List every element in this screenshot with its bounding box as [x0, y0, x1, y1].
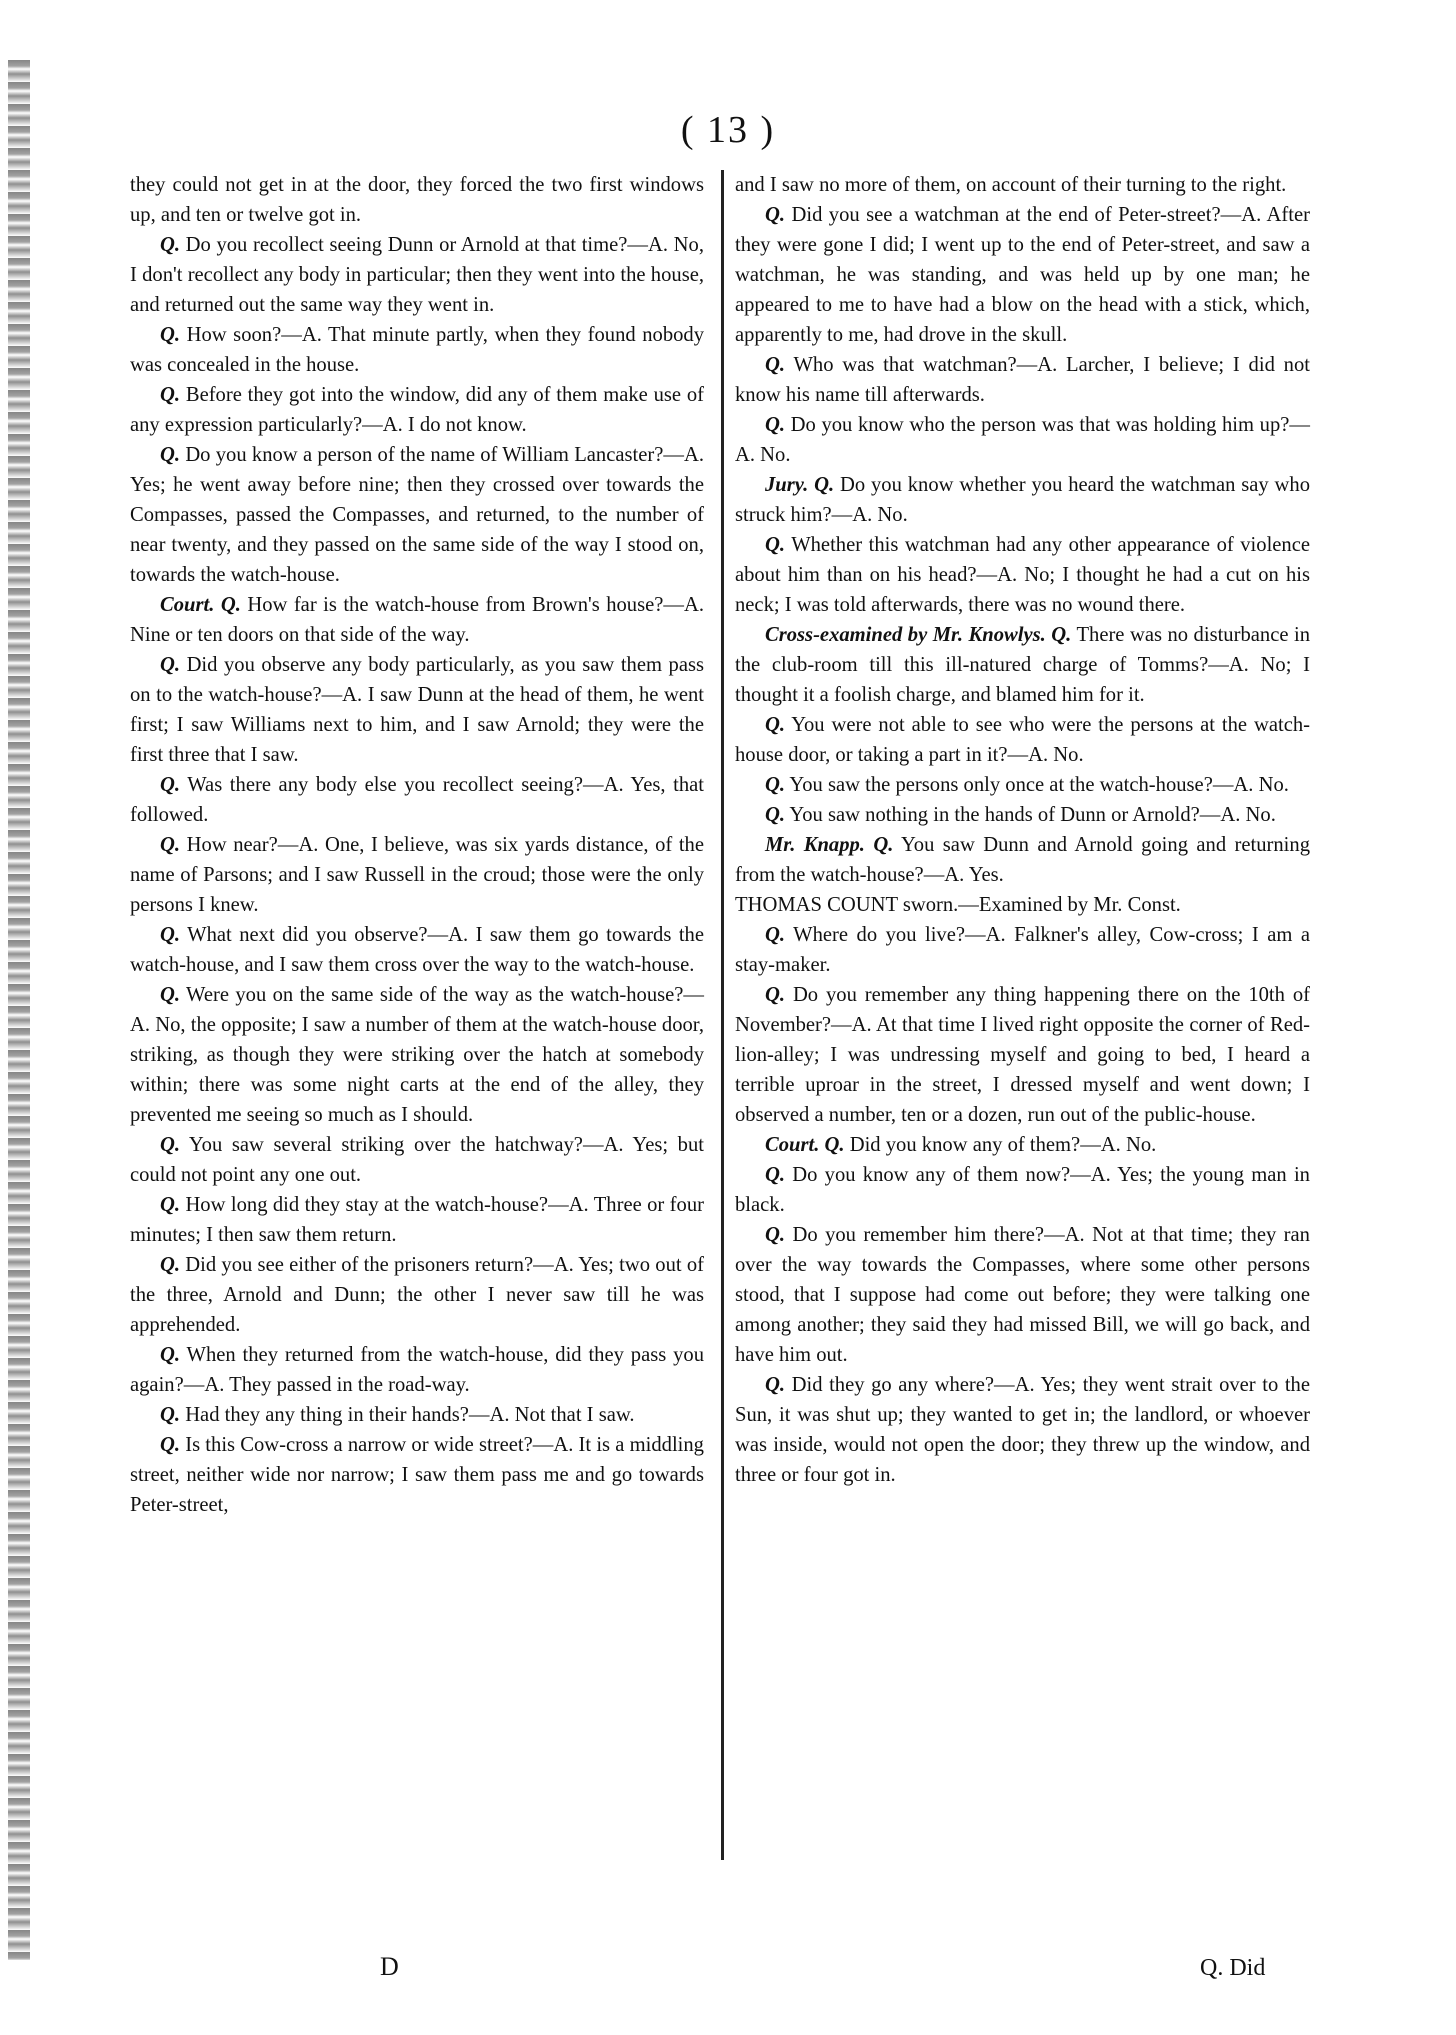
- speaker-label: Q.: [160, 774, 181, 796]
- page-number: ( 13 ): [680, 109, 776, 151]
- paragraph-text: How far is the watch-house from Brown's house?—A. Nine or ten doors on that side of the way.: [130, 594, 705, 646]
- speaker-label: Q.: [160, 924, 181, 946]
- paragraph: [735, 980, 1310, 1130]
- speaker-label: Q.: [765, 1224, 786, 1246]
- paragraph: [130, 920, 704, 980]
- paragraph-text: Was there any body else you recollect seeing?—A. Yes, that followed.: [130, 774, 705, 826]
- paragraph: [735, 350, 1310, 410]
- speaker-label: Q.: [765, 414, 786, 436]
- paragraph-text: You saw several striking over the hatchway?—A. Yes; but could not point any one out.: [130, 1134, 704, 1186]
- speaker-label: Q.: [765, 534, 786, 556]
- paragraph-text: Do you recollect seeing Dunn or Arnold at that time?—A. No, I don't recollect any body in particular; then they went into the house, and returned out the same way they went in.: [130, 234, 704, 316]
- speaker-label: Q.: [160, 384, 181, 406]
- paragraph-text: Do you know a person of the name of William Lancaster?—A. Yes; he went away before nine; then they crossed over towards the Compasses, passed the Compasses, and returned, to the number of near twenty, and they passed on the same side of the way I stood on, towards the watch-house.: [130, 444, 704, 586]
- speaker-label: Q.: [765, 1374, 786, 1396]
- paragraph-text: How long did they stay at the watch-house?—A. Three or four minutes; I then saw them return.: [130, 1194, 704, 1246]
- paragraph: [735, 920, 1310, 980]
- paragraph-text: How soon?—A. That minute partly, when they found nobody was concealed in the house.: [130, 324, 705, 376]
- paragraph-text: Do you know who the person was that was holding him up?—A. No.: [735, 414, 1310, 466]
- paragraph: [130, 1340, 704, 1400]
- speaker-label: Jury. Q.: [765, 474, 835, 496]
- paragraph-text: Were you on the same side of the way as the watch-house?—A. No, the opposite; I saw a number of them at the watch-house door, striking, as though they were striking over the hatch at somebody within; there was some night carts at the end of the alley, they prevented me seeing so much as I should.: [130, 984, 705, 1126]
- binding-edge: [8, 60, 30, 1960]
- paragraph-text: Did you see a watchman at the end of Peter-street?—A. After they were gone I did; I went up to the end of Peter-street, and saw a watchman, he was standing, and was held up by one man; he appeared to me to have had a blow on the head with a stick, which, apparently to me, had drove in the skull.: [735, 204, 1310, 346]
- paragraph: [735, 830, 1310, 890]
- paragraph-text: Where do you live?—A. Falkner's alley, Cow-cross; I am a stay-maker.: [735, 924, 1310, 976]
- speaker-label: Q.: [160, 444, 181, 466]
- paragraph-text: You saw the persons only once at the watch-house?—A. No.: [789, 774, 1289, 796]
- paragraph-text: Whether this watchman had any other appearance of violence about him than on his head?—A. No; I thought he had a cut on his neck; I was told afterwards, there was no wound there.: [735, 534, 1311, 616]
- paragraph-text: You were not able to see who were the persons at the watch-house door, or taking a part in it?—A. No.: [735, 714, 1311, 766]
- paragraph: [130, 1250, 704, 1340]
- paragraph: [130, 320, 704, 380]
- paragraph: [130, 770, 704, 830]
- paragraph-text: What next did you observe?—A. I saw them go towards the watch-house, and I saw them cross over the way to the watch-house.: [130, 924, 704, 976]
- speaker-label: Q.: [160, 1254, 181, 1276]
- paragraph-text: There was no disturbance in the club-room till this ill-natured charge of Tomms?—A. No; I thought it a foolish charge, and blamed him for it.: [735, 624, 1310, 706]
- speaker-label: Q.: [160, 834, 181, 856]
- paragraph: [735, 620, 1310, 710]
- speaker-label: Q.: [765, 804, 786, 826]
- paragraph-text: You saw nothing in the hands of Dunn or Arnold?—A. No.: [789, 804, 1276, 826]
- speaker-label: Q.: [160, 234, 181, 256]
- paragraph-text: Did you see either of the prisoners return?—A. Yes; two out of the three, Arnold and Dunn; the other I never saw till he was apprehended.: [130, 1254, 704, 1336]
- right-column: [735, 170, 1310, 1490]
- paragraph: [735, 1130, 1310, 1160]
- speaker-label: Q.: [765, 984, 786, 1006]
- speaker-label: Q.: [765, 774, 786, 796]
- signature-mark: D: [380, 1952, 399, 1981]
- paragraph: [130, 830, 704, 920]
- paragraph-text: When they returned from the watch-house, did they pass you again?—A. They passed in the road-way.: [130, 1344, 704, 1396]
- catchword: Q. Did: [1200, 1955, 1266, 1981]
- paragraph: [130, 380, 704, 440]
- speaker-label: Court. Q.: [765, 1134, 845, 1156]
- speaker-label: Court. Q.: [160, 594, 241, 616]
- paragraph-text: Had they any thing in their hands?—A. Not that I saw.: [185, 1404, 635, 1426]
- column-divider: [721, 170, 724, 1860]
- paragraph: [130, 170, 704, 230]
- paragraph-text: How near?—A. One, I believe, was six yards distance, of the name of Parsons; and I saw Russell in the croud; those were the only persons I knew.: [130, 834, 704, 916]
- paragraph: [735, 1370, 1310, 1490]
- speaker-label: Q.: [765, 924, 786, 946]
- paragraph: [735, 470, 1310, 530]
- paragraph: [130, 440, 704, 590]
- speaker-label: Q.: [160, 324, 181, 346]
- paragraph: [735, 800, 1310, 830]
- speaker-label: Q.: [160, 1434, 181, 1456]
- paragraph: [735, 1160, 1310, 1220]
- paragraph: [130, 650, 704, 770]
- speaker-label: Q.: [160, 1404, 181, 1426]
- paragraph-text: THOMAS COUNT sworn.—Examined by Mr. Const.: [735, 894, 1181, 916]
- paragraph: [735, 710, 1310, 770]
- speaker-label: Q.: [160, 1134, 181, 1156]
- speaker-label: Q.: [765, 204, 786, 226]
- speaker-label: Cross-examined by Mr. Knowlys. Q.: [765, 624, 1072, 646]
- paragraph-text: Do you know whether you heard the watchman say who struck him?—A. No.: [735, 474, 1310, 526]
- left-column: [130, 170, 704, 1520]
- paragraph: [735, 530, 1310, 620]
- paragraph: [735, 170, 1310, 200]
- paragraph-text: Do you remember any thing happening there on the 10th of November?—A. At that time I lived right opposite the corner of Red-lion-alley; I was undressing myself and going to bed, I heard a terrible uproar in the street, I dressed myself and went down; I observed a number, ten or a dozen, run out of the public-house.: [735, 984, 1310, 1126]
- paragraph-text: and I saw no more of them, on account of their turning to the right.: [735, 174, 1287, 196]
- paragraph-text: Did you know any of them?—A. No.: [849, 1134, 1157, 1156]
- paragraph-text: they could not get in at the door, they forced the two first windows up, and ten or twelve got in.: [130, 174, 704, 226]
- speaker-label: Q.: [765, 354, 786, 376]
- paragraph-text: Did they go any where?—A. Yes; they went strait over to the Sun, it was shut up; they wanted to get in; the landlord, or whoever was inside, would not open the door; they threw up the window, and three or four got in.: [735, 1374, 1310, 1486]
- paragraph-text: Before they got into the window, did any of them make use of any expression particularly?—A. I do not know.: [130, 384, 705, 436]
- paragraph-text: Who was that watchman?—A. Larcher, I believe; I did not know his name till afterwards.: [735, 354, 1310, 406]
- paragraph: [130, 1430, 704, 1520]
- paragraph: [130, 1400, 704, 1430]
- paragraph: [130, 1130, 704, 1190]
- speaker-label: Q.: [765, 714, 786, 736]
- paragraph: [735, 200, 1310, 350]
- paragraph: [130, 980, 704, 1130]
- paragraph-text: Did you observe any body particularly, as you saw them pass on to the watch-house?—A. I saw Dunn at the head of them, he went first; I saw Williams next to him, and I saw Arnold; they were the first three that I saw.: [130, 654, 704, 766]
- speaker-label: Q.: [160, 1344, 181, 1366]
- paragraph-text: Is this Cow-cross a narrow or wide street?—A. It is a middling street, neither wide nor narrow; I saw them pass me and go towards Peter-street,: [130, 1434, 704, 1516]
- paragraph-text: Do you remember him there?—A. Not at that time; they ran over the way towards the Compasses, where some other persons stood, that I suppose had come out before; they were talking one among another; they said they had missed Bill, we will go back, and have him out.: [735, 1224, 1310, 1366]
- paragraph: [735, 770, 1310, 800]
- speaker-label: Q.: [160, 1194, 181, 1216]
- paragraph: [735, 890, 1310, 920]
- paragraph: [130, 590, 704, 650]
- paragraph: [130, 230, 704, 320]
- speaker-label: Q.: [160, 654, 181, 676]
- paragraph: [130, 1190, 704, 1250]
- paragraph: [735, 410, 1310, 470]
- speaker-label: Q.: [765, 1164, 786, 1186]
- paragraph-text: You saw Dunn and Arnold going and returning from the watch-house?—A. Yes.: [735, 834, 1310, 886]
- paragraph-text: Do you know any of them now?—A. Yes; the young man in black.: [735, 1164, 1310, 1216]
- paragraph: [735, 1220, 1310, 1370]
- speaker-label: Mr. Knapp. Q.: [765, 834, 894, 856]
- speaker-label: Q.: [160, 984, 181, 1006]
